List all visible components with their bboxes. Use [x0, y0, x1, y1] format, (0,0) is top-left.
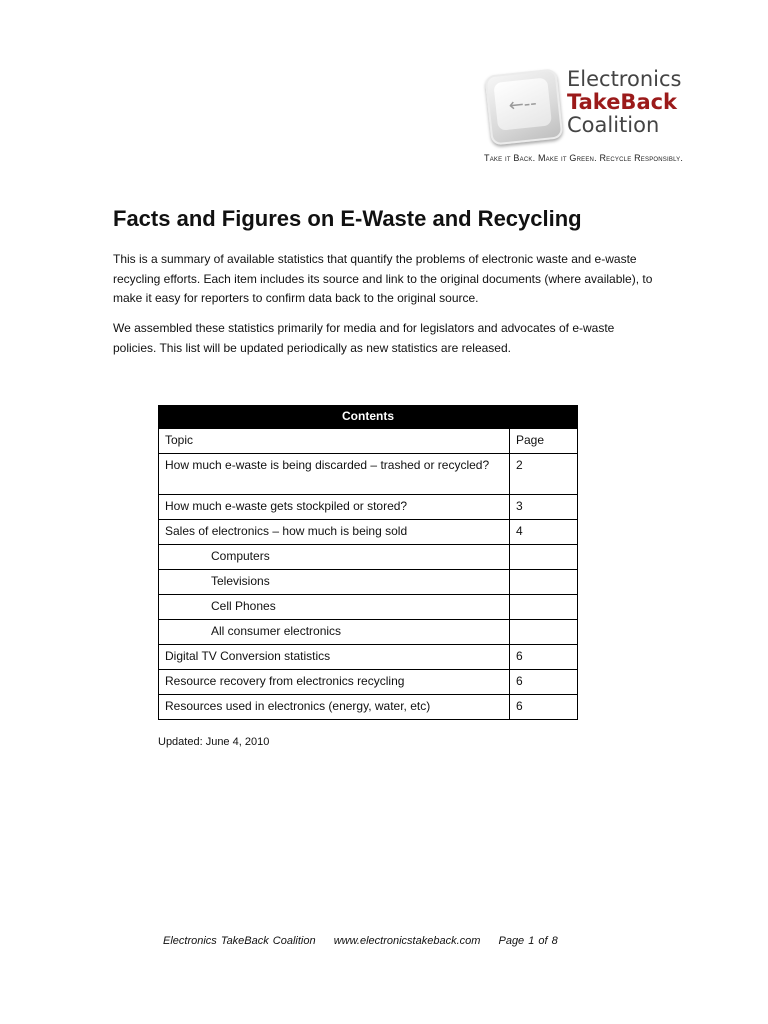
- footer-org: Electronics TakeBack Coalition: [163, 935, 316, 947]
- table-row: [159, 620, 578, 645]
- table-row: [159, 695, 578, 720]
- topic-cell: Sales of electronics – how much is being sold: [159, 520, 510, 545]
- topic-cell: How much e-waste is being discarded – trashed or recycled?: [159, 454, 510, 495]
- intro-paragraph: This is a summary of available statistics that quantify the problems of electronic waste and e-waste recycling efforts. Each item includes its source and link to the original documents (where available), to make it easy for reporters to confirm data back to the original source.: [113, 252, 653, 305]
- logo-wordmark: [567, 68, 681, 137]
- page-cell: 6: [510, 695, 578, 720]
- page-cell: 6: [510, 645, 578, 670]
- logo-line-coalition: Coalition: [567, 113, 660, 137]
- logo-line-electronics: Electronics: [567, 67, 682, 91]
- topic-cell: How much e-waste gets stockpiled or stored?: [159, 495, 510, 520]
- page-cell: 4: [510, 520, 578, 545]
- contents-table: [158, 405, 578, 720]
- table-row: [159, 645, 578, 670]
- tagline: Take it Back. Make it Green. Recycle Responsibly.: [484, 153, 684, 163]
- topic-cell: Resources used in electronics (energy, water, etc): [159, 695, 510, 720]
- page-cell: 6: [510, 670, 578, 695]
- back-arrow-icon: ←--: [493, 77, 552, 130]
- topic-cell: All consumer electronics: [159, 620, 510, 645]
- page-cell: [510, 620, 578, 645]
- logo: [488, 68, 688, 148]
- contents-heading: Contents: [159, 406, 578, 429]
- table-row: [159, 495, 578, 520]
- page-header: Page: [510, 429, 578, 454]
- updated-date: Updated: June 4, 2010: [158, 736, 270, 748]
- page-title: Facts and Figures on E-Waste and Recycling: [113, 206, 582, 231]
- topic-cell: Cell Phones: [159, 595, 510, 620]
- table-row: [159, 454, 578, 495]
- topic-cell: Computers: [159, 545, 510, 570]
- page-cell: [510, 545, 578, 570]
- table-row: [159, 545, 578, 570]
- footer: [163, 935, 558, 947]
- topic-cell: Digital TV Conversion statistics: [159, 645, 510, 670]
- page-cell: 3: [510, 495, 578, 520]
- table-row: [159, 595, 578, 620]
- footer-url: www.electronicstakeback.com: [333, 935, 481, 947]
- page-cell: [510, 595, 578, 620]
- page-cell: [510, 570, 578, 595]
- footer-page-number: Page 1 of 8: [498, 935, 558, 947]
- topic-cell: Televisions: [159, 570, 510, 595]
- page-cell: 2: [510, 454, 578, 495]
- table-row: [159, 520, 578, 545]
- table-row: [159, 570, 578, 595]
- purpose-paragraph: We assembled these statistics primarily for media and for legislators and advocates of e-waste policies. This list will be updated periodically as new statistics are released.: [113, 321, 615, 355]
- topic-cell: Resource recovery from electronics recycling: [159, 670, 510, 695]
- topic-header: Topic: [159, 429, 510, 454]
- keyboard-key-logo: [485, 68, 564, 145]
- table-row: [159, 670, 578, 695]
- logo-line-takeback: TakeBack: [567, 90, 678, 114]
